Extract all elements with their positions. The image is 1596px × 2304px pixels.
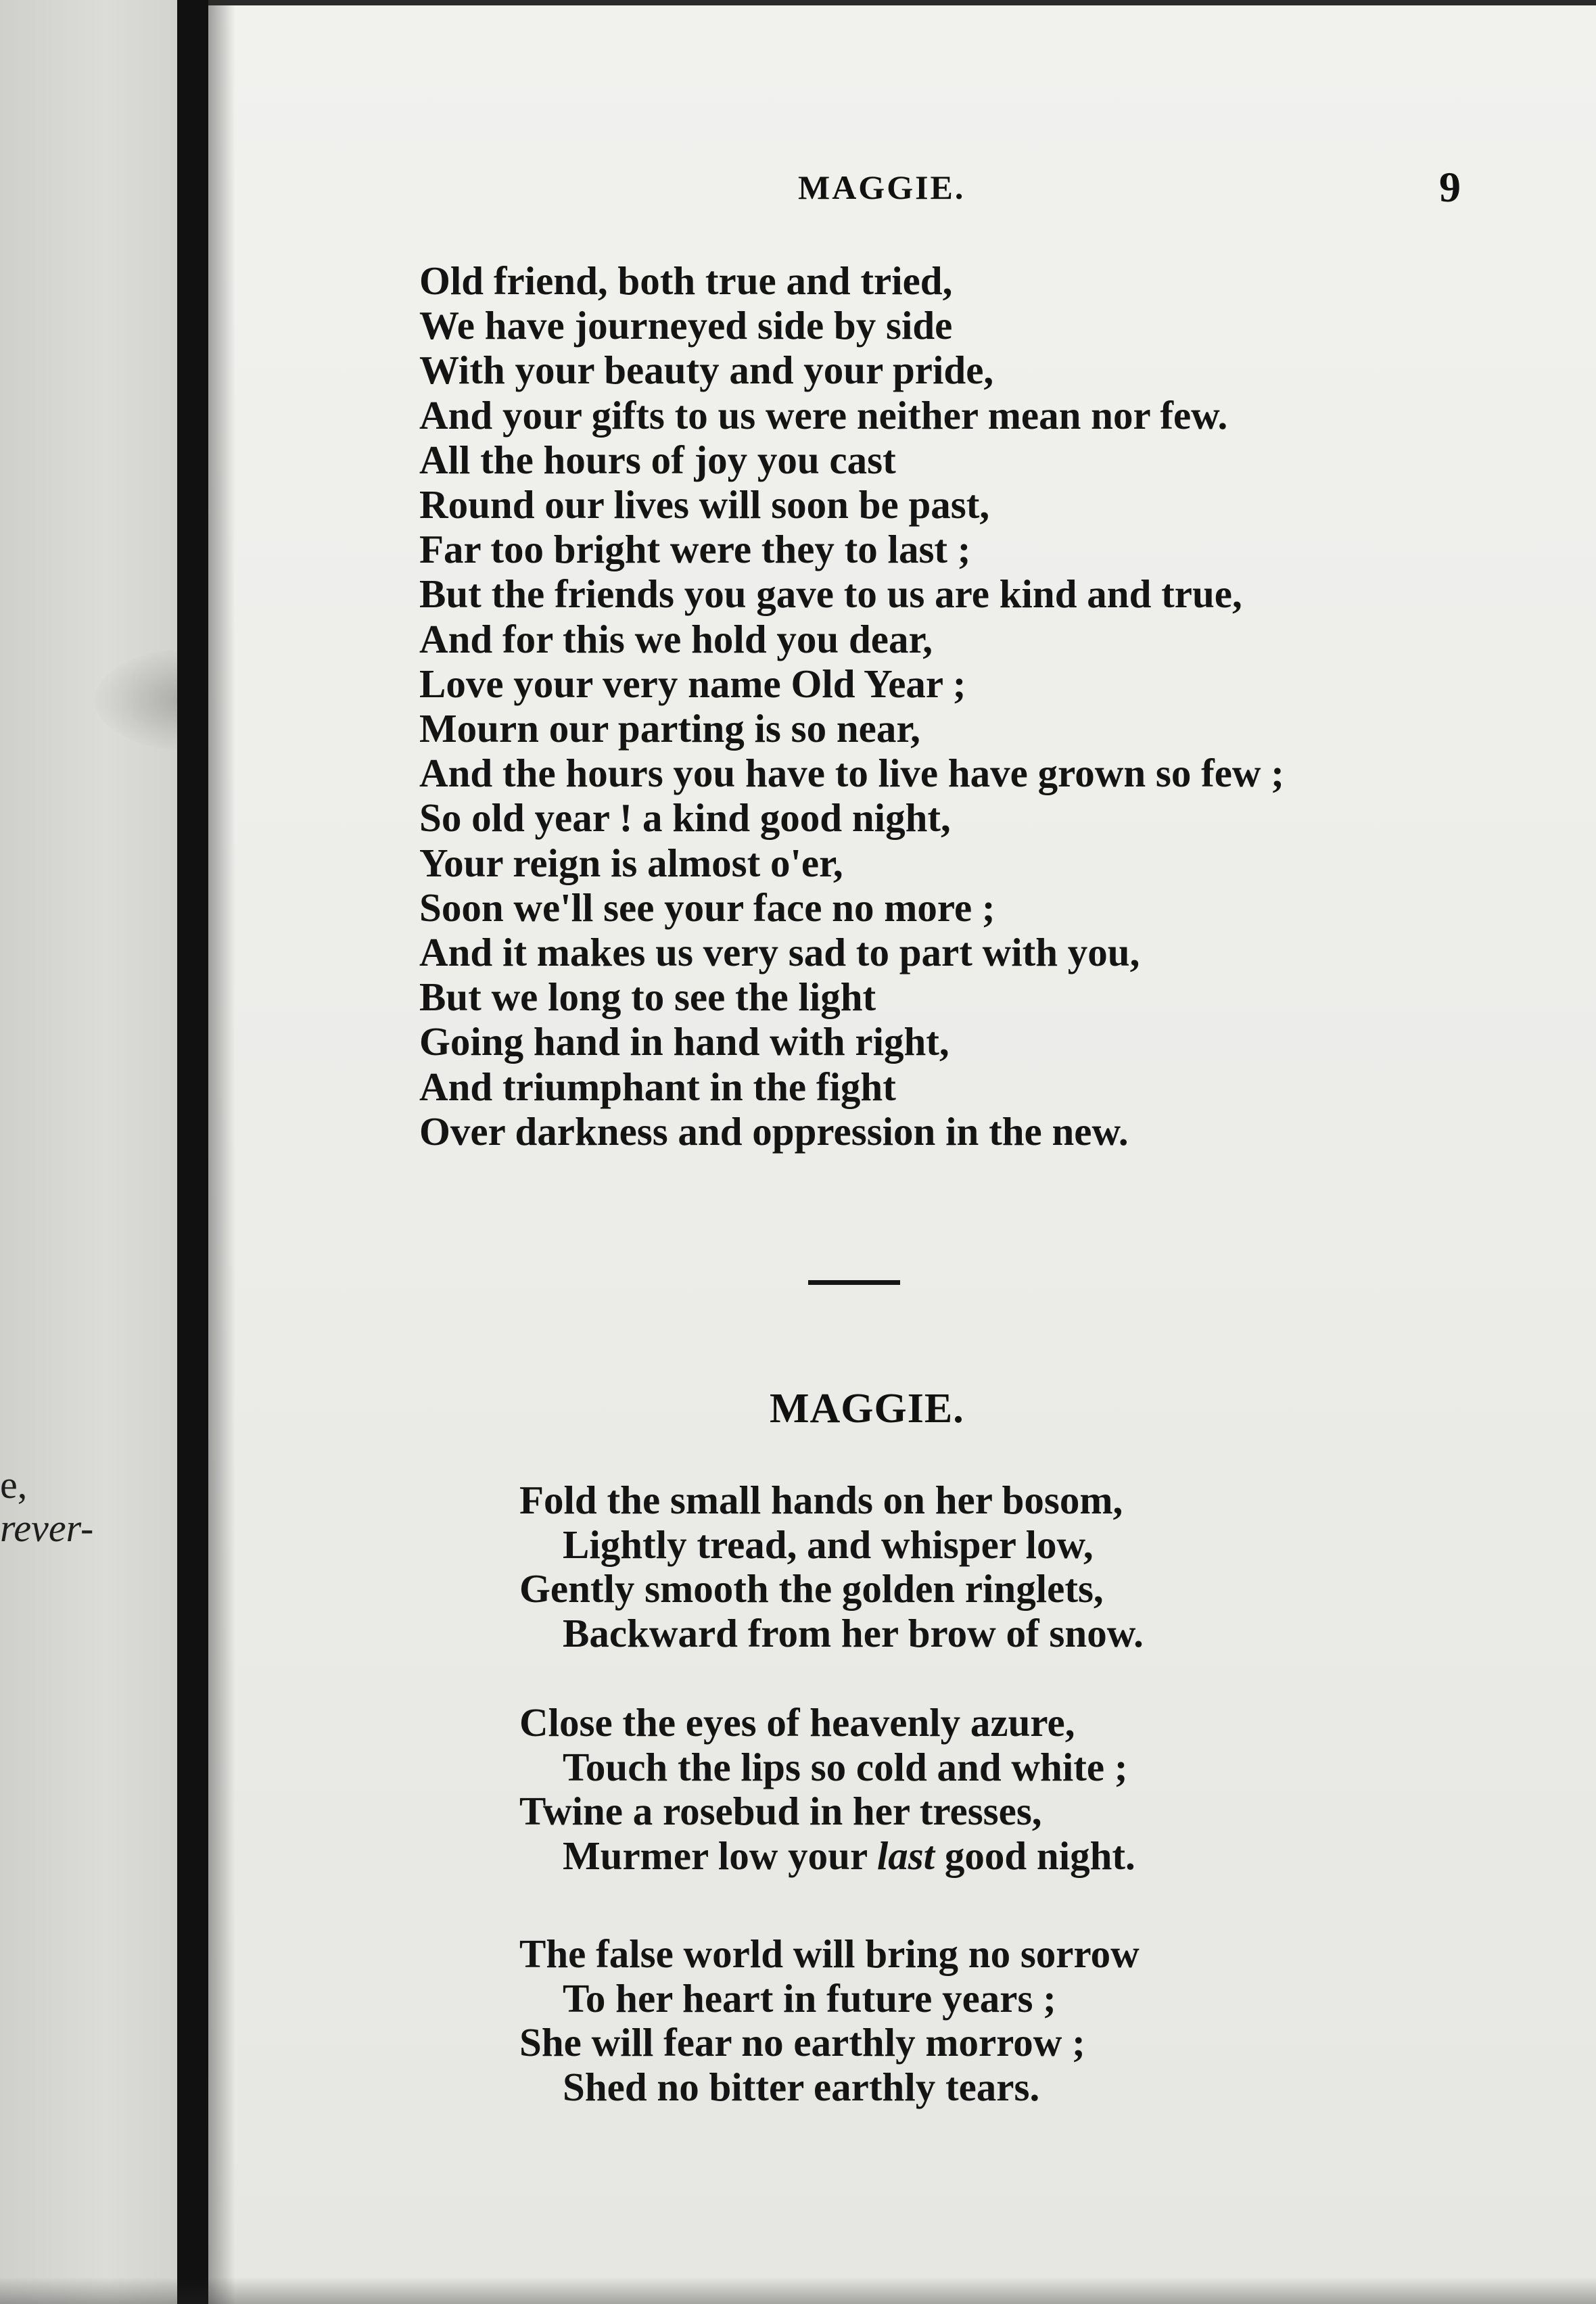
poem-line: So old year ! a kind good night, bbox=[419, 795, 951, 841]
line-text: good night. bbox=[935, 1833, 1135, 1878]
page-top-edge bbox=[208, 0, 1596, 5]
poem-line: With your beauty and your pride, bbox=[419, 348, 994, 393]
left-facing-page bbox=[0, 0, 177, 2304]
poem-line: Gently smooth the golden ringlets, bbox=[519, 1566, 1104, 1611]
poem-line: Your reign is almost o'er, bbox=[419, 840, 843, 885]
poem-line: Touch the lips so cold and white ; bbox=[563, 1744, 1128, 1789]
maggie-stanza-1 bbox=[519, 1478, 1144, 1655]
page-number: 9 bbox=[1439, 163, 1461, 211]
poem-line: And for this we hold you dear, bbox=[419, 616, 933, 661]
poem-line: Shed no bitter earthly tears. bbox=[563, 2064, 1040, 2109]
poem-line: Lightly tread, and whisper low, bbox=[563, 1522, 1094, 1567]
poem-line: Close the eyes of heavenly azure, bbox=[519, 1700, 1075, 1745]
section-divider-rule bbox=[808, 1280, 900, 1285]
poem-line: Going hand in hand with right, bbox=[419, 1019, 949, 1064]
maggie-stanza-2 bbox=[519, 1701, 1135, 1878]
poem-line: And it makes us very sad to part with you, bbox=[419, 930, 1140, 975]
poem-line: Over darkness and oppression in the new. bbox=[419, 1108, 1129, 1154]
poem-line: But the friends you gave to us are kind and true, bbox=[419, 571, 1242, 617]
poem-line: The false world will bring no sorrow bbox=[519, 1931, 1140, 1976]
left-page-fragment: e, bbox=[0, 1463, 28, 1507]
maggie-stanza-3 bbox=[519, 1932, 1140, 2109]
poem-line: We have journeyed side by side bbox=[419, 303, 953, 348]
page-bottom-shadow bbox=[0, 2277, 1596, 2304]
poem-line: Backward from her brow of snow. bbox=[563, 1610, 1144, 1655]
poem-line: Mourn our parting is so near, bbox=[419, 706, 920, 751]
italic-word: last bbox=[876, 1833, 935, 1878]
poem-line: And your gifts to us were neither mean nor few. bbox=[419, 392, 1228, 438]
poem-line: Far too bright were they to last ; bbox=[419, 527, 971, 572]
line-text: Murmer low your bbox=[563, 1833, 877, 1878]
poem-line: To her heart in future years ; bbox=[563, 1975, 1056, 2021]
poem-line: Soon we'll see your face no more ; bbox=[419, 885, 995, 930]
poem-line: And triumphant in the fight bbox=[419, 1064, 896, 1109]
poem-line: Old friend, both true and tried, bbox=[419, 258, 953, 303]
poem-title: MAGGIE. bbox=[770, 1386, 964, 1432]
gutter-shadow bbox=[208, 0, 235, 2304]
poem-line: Round our lives will soon be past, bbox=[419, 482, 990, 527]
poem-line: But we long to see the light bbox=[419, 974, 876, 1020]
running-head: MAGGIE. bbox=[798, 168, 966, 206]
poem-line bbox=[519, 1834, 1135, 1879]
poem-line: And the hours you have to live have grown so few ; bbox=[419, 751, 1284, 796]
old-year-poem bbox=[419, 258, 1284, 1154]
left-page-fragment: rever- bbox=[0, 1506, 94, 1550]
book-spine-gutter bbox=[177, 0, 208, 2304]
poem-line: Fold the small hands on her bosom, bbox=[519, 1478, 1123, 1522]
poem-line: She will fear no earthly morrow ; bbox=[519, 2020, 1085, 2065]
poem-line: Love your very name Old Year ; bbox=[419, 661, 966, 706]
poem-line: Twine a rosebud in her tresses, bbox=[519, 1789, 1042, 1833]
poem-line: All the hours of joy you cast bbox=[419, 437, 896, 482]
